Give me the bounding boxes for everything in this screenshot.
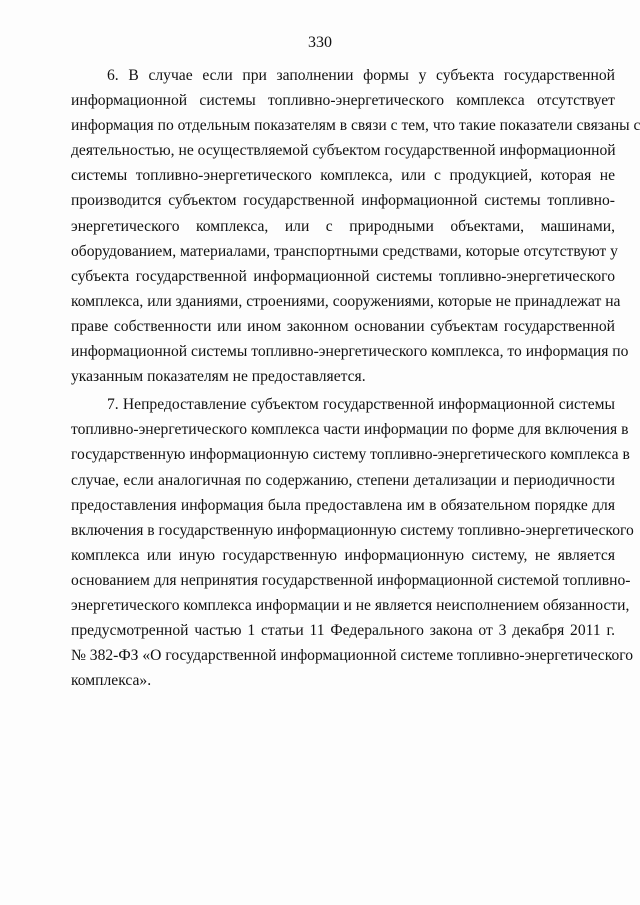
paragraph-6 (71, 63, 640, 389)
text-line: энергетического комплекса, или с природными объектами, машинами, (71, 217, 615, 235)
text-line: праве собственности или ином законном основании субъектам государственной (71, 317, 615, 335)
text-line: информационной системы топливно-энергетического комплекса, то информация по (71, 343, 629, 361)
text-line: информационной системы топливно-энергетического комплекса отсутствует (71, 92, 615, 110)
document-body (71, 63, 640, 696)
text-line: субъекта государственной информационной системы топливно-энергетического (71, 267, 615, 285)
text-line: основанием для непринятия государственной информационной системой топливно- (71, 571, 631, 589)
text-line: случае, если аналогичная по содержанию, степени детализации и периодичности (71, 471, 615, 489)
text-line: предоставления информация была предоставлена им в обязательном порядке для (71, 496, 615, 514)
text-line: 7. Непредоставление субъектом государственной информационной системы (107, 396, 615, 414)
text-line: предусмотренной частью 1 статьи 11 Федерального закона от 3 декабря 2011 г. (71, 622, 615, 640)
text-line: топливно-энергетического комплекса части информации по форме для включения в (71, 421, 629, 439)
text-line: комплекса или иную государственную информационную систему, не является (71, 546, 615, 564)
text-line: комплекса». (71, 672, 152, 690)
text-line: 6. В случае если при заполнении формы у субъекта государственной (107, 67, 615, 84)
text-line: комплекса, или зданиями, строениями, сооружениями, которые не принадлежат на (71, 292, 621, 310)
text-line: энергетического комплекса информации и не является неисполнением обязанности, (71, 596, 630, 614)
page-number: 330 (308, 34, 332, 51)
text-line: системы топливно-энергетического комплекса, или с продукцией, которая не (71, 167, 615, 185)
text-line: указанным показателям не предоставляется. (71, 368, 366, 386)
text-line: информация по отдельным показателям в связи с тем, что такие показатели связаны с (71, 117, 640, 135)
text-line: оборудованием, материалами, транспортными средствами, которые отсутствуют у (71, 242, 618, 260)
text-line: № 382-ФЗ «О государственной информационной системе топливно-энергетического (71, 647, 634, 665)
paragraph-7 (71, 392, 634, 693)
text-line: включения в государственную информационную систему топливно-энергетического (71, 521, 634, 539)
text-line: производится субъектом государственной информационной системы топливно- (71, 192, 615, 210)
text-line: государственную информационную систему топливно-энергетического комплекса в (71, 446, 630, 464)
text-line: деятельностью, не осуществляемой субъектом государственной информационной (71, 142, 616, 160)
